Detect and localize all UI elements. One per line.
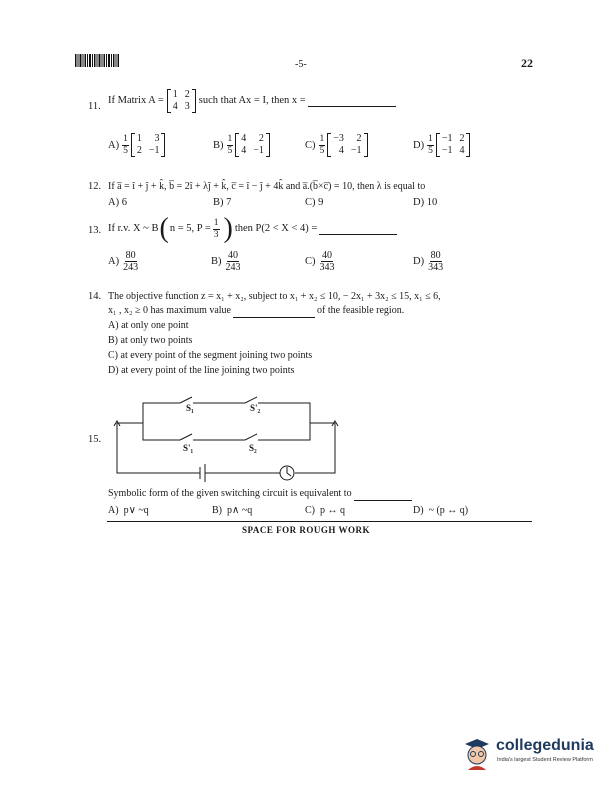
- q13-text-before: If r.v. X ~ B: [108, 223, 159, 235]
- q13-params: n = 5, P =: [169, 223, 211, 235]
- option-matrix: −1 2 −1 4: [436, 133, 471, 157]
- answer-blank[interactable]: [308, 96, 396, 107]
- switch-label-s2: S₂: [249, 443, 257, 453]
- barcode: [75, 54, 119, 67]
- q13-number: 13.: [88, 225, 102, 236]
- switch-label-s1-prime: S'₁: [183, 443, 194, 453]
- switch-label-s1: S₁: [186, 403, 194, 413]
- q12-option-b[interactable]: B) 7: [213, 197, 232, 208]
- q11-stem: [108, 89, 396, 113]
- answer-blank[interactable]: [319, 224, 397, 235]
- switch-label-s2-prime: S'₂: [250, 403, 261, 413]
- brand-name: collegedunia: [496, 737, 594, 754]
- q11-option-d[interactable]: [413, 133, 470, 157]
- q11-number: 11.: [88, 101, 101, 112]
- q15-number: 15.: [88, 434, 102, 445]
- option-label: D): [413, 139, 425, 151]
- q11-option-b[interactable]: [213, 133, 270, 157]
- p-fraction: $\frac{1}{3}$: [213, 218, 219, 240]
- coefficient-fraction: $\frac{1}{5}$: [319, 134, 325, 156]
- q12-number: 12.: [88, 181, 102, 192]
- q15-option-d[interactable]: D) ~ (p ↔ q): [413, 505, 469, 516]
- q11-text-after: such that Ax = I, then x =: [198, 95, 306, 107]
- q14-line1: The objective function z = x₁ + x₂, subject to x₁ + x₂ ≤ 10, − 2x₁ + 3x₂ ≤ 15, x₁ ≤ 6,: [108, 291, 441, 302]
- q14-number: 14.: [88, 291, 102, 302]
- answer-blank[interactable]: [354, 490, 412, 501]
- matrix-cell: 1: [172, 89, 178, 100]
- q12-option-d[interactable]: D) 10: [413, 197, 438, 208]
- q14-line2: x₁ , x₂ ≥ 0 has maximum value of the feasible region.: [108, 305, 405, 316]
- q12-text: If a̅ = î + ĵ + k̂, b̅ = 2î + λĵ + k̂, c̅ = î − ĵ + 4k̂ and a̅.(b̅×c̅) = 10, then λ is equal to: [108, 181, 426, 192]
- option-label: C): [305, 139, 316, 151]
- q11-text-before: If Matrix A =: [108, 95, 164, 107]
- q14-option-c[interactable]: C) at every point of the segment joining two points: [108, 350, 313, 361]
- brand-tagline: India's largest Student Review Platform: [497, 757, 593, 763]
- coefficient-fraction: $\frac{1}{5}$: [123, 134, 128, 156]
- option-label: B): [213, 139, 224, 151]
- q14-option-a[interactable]: A) at only one point: [108, 320, 189, 331]
- q13-option-a[interactable]: A) $\frac{80}{243}$: [108, 250, 139, 273]
- switching-circuit-diagram: [105, 385, 345, 485]
- collegedunia-mascot-icon: [459, 736, 495, 772]
- coefficient-fraction: $\frac{1}{5}$: [428, 134, 433, 156]
- q13-option-d[interactable]: D) $\frac{80}{343}$: [413, 250, 444, 273]
- rough-work-label: SPACE FOR ROUGH WORK: [242, 525, 370, 535]
- option-label: A): [108, 139, 120, 151]
- option-matrix: 1 3 2 −1: [131, 133, 166, 157]
- coefficient-fraction: $\frac{1}{5}$: [227, 134, 233, 156]
- q13-stem: If r.v. X ~ B ( n = 5, P = $\frac{1}{3}$ ) then P(2 < X < 4) =: [108, 215, 397, 243]
- q15-text: Symbolic form of the given switching circuit is equivalent to: [108, 488, 412, 501]
- matrix-cell: 4: [172, 101, 178, 112]
- q13-text-after: then P(2 < X < 4) =: [234, 223, 318, 235]
- q12-option-c[interactable]: C) 9: [305, 197, 324, 208]
- q11-option-a[interactable]: [108, 133, 165, 157]
- q15-option-b[interactable]: B) p∧ ~q: [212, 505, 253, 516]
- section-divider: [107, 521, 532, 522]
- q13-option-b[interactable]: B) $\frac{40}{243}$: [211, 250, 241, 273]
- option-matrix: −3 2 4 −1: [327, 133, 367, 157]
- q11-option-c[interactable]: [305, 133, 368, 157]
- page-number: -5-: [295, 59, 307, 70]
- q15-option-a[interactable]: A) p∨ ~q: [108, 505, 149, 516]
- option-matrix: 4 2 4 −1: [235, 133, 270, 157]
- paper-code: 22: [521, 56, 533, 70]
- q13-option-c[interactable]: C) $\frac{40}{343}$: [305, 250, 335, 273]
- q12-option-a[interactable]: A) 6: [108, 197, 127, 208]
- q15-option-c[interactable]: C) p ↔ q: [305, 505, 345, 516]
- matrix-cell: 2: [184, 89, 190, 100]
- q14-option-b[interactable]: B) at only two points: [108, 335, 193, 346]
- q11-matrix: [167, 89, 196, 113]
- q14-option-d[interactable]: D) at every point of the line joining two points: [108, 365, 295, 376]
- answer-blank[interactable]: [233, 307, 315, 318]
- matrix-cell: 3: [184, 101, 190, 112]
